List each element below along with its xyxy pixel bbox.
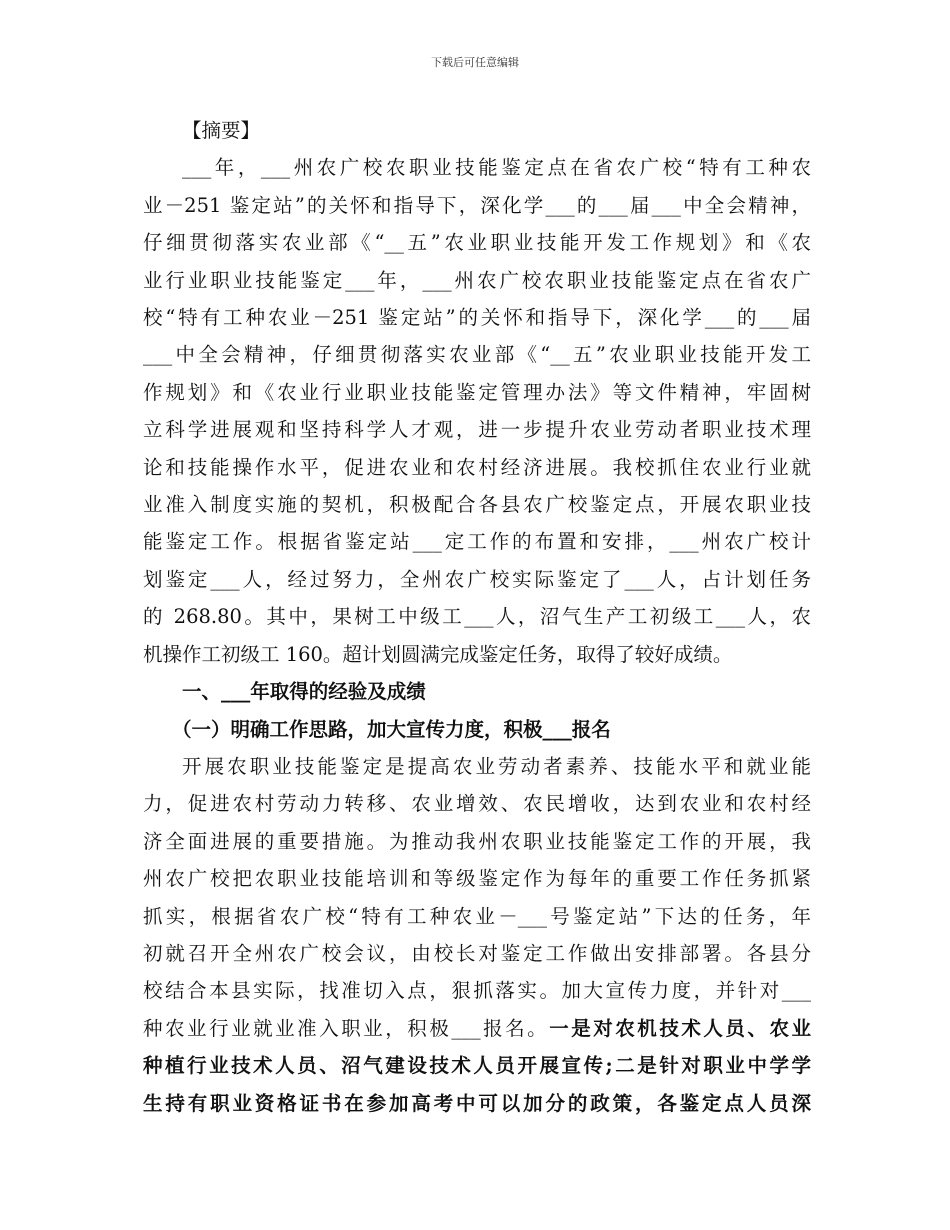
abstract-line: 业－251 鉴定站”的关怀和指导下，深化学___的___届___中全会精神， (143, 193, 811, 217)
body-line: 力，促进农村劳动力转移、农业增效、农民增收，达到农业和农村经 (143, 792, 811, 816)
page-header: 下载后可任意编辑 (431, 56, 519, 69)
abstract-line: ___中全会精神，仔细贯彻落实农业部《“__五”农业职业技能开发工 (143, 343, 811, 367)
abstract-line: ___年，___州农广校农职业技能鉴定点在省农广校“特有工种农 (182, 156, 811, 180)
body-line: 初就召开全州农广校会议，由校长对鉴定工作做出安排部署。各县分 (143, 941, 811, 965)
abstract-title: 【摘要】 (182, 119, 261, 142)
abstract-paragraph (143, 149, 811, 673)
document-body (143, 112, 811, 1122)
abstract-line: 能鉴定工作。根据省鉴定站___定工作的布置和安排，___州农广校计 (143, 530, 811, 554)
abstract-line: 业行业职业技能鉴定___年，___州农广校农职业技能鉴定点在省农广 (143, 268, 811, 292)
body-line: 校结合本县实际，找准切入点，狠抓落实。加大宣传力度，并针对___ (143, 979, 811, 1003)
body-line: 州农广校把农职业技能培训和等级鉴定作为每年的重要工作任务抓紧 (143, 867, 811, 891)
subsection-heading: （一）明确工作思路，加大宣传力度，积极___报名 (172, 717, 611, 741)
abstract-line: 划鉴定___人，经过努力，全州农广校实际鉴定了___人，占计划任务 (143, 567, 811, 591)
body-line: 开展农职业技能鉴定是提高农业劳动者素养、技能水平和就业能 (182, 754, 811, 778)
abstract-line: 的 268.80。其中，果树工中级工___人，沼气生产工初级工___人，农 (143, 605, 811, 629)
body-line: 济全面进展的重要措施。为推动我州农职业技能鉴定工作的开展，我 (143, 829, 811, 853)
abstract-line: 立科学进展观和坚持科学人才观，进一步提升农业劳动者职业技术理 (143, 418, 811, 442)
body-line-bold-part: 一是对农机技术人员、农业 (549, 1016, 811, 1040)
body-bold-line: 生持有职业资格证书在参加高考中可以加分的政策，各鉴定点人员深 (143, 1091, 811, 1115)
abstract-line: 校“特有工种农业－251 鉴定站”的关怀和指导下，深化学___的___届 (143, 306, 811, 330)
body-line-normal-part: 种农业行业就业准入职业，积极___报名。 (143, 1016, 550, 1040)
body-line: 抓实，根据省农广校“特有工种农业－___号鉴定站”下达的任务，年 (143, 904, 811, 928)
abstract-line: 机操作工初级工 160。超计划圆满完成鉴定任务，取得了较好成绩。 (143, 642, 733, 666)
abstract-line: 仔细贯彻落实农业部《“__五”农业职业技能开发工作规划》和《农 (143, 231, 811, 255)
section-heading: 一、___年取得的经验及成绩 (182, 680, 426, 704)
abstract-line: 论和技能操作水平，促进农业和农村经济进展。我校抓住农业行业就 (143, 455, 811, 479)
body-paragraph (143, 748, 811, 1122)
body-bold-line: 种植行业技术人员、沼气建设技术人员开展宣传;二是针对职业中学学 (143, 1054, 811, 1078)
abstract-line: 业准入制度实施的契机，积极配合各县农广校鉴定点，开展农职业技 (143, 493, 811, 517)
abstract-line: 作规划》和《农业行业职业技能鉴定管理办法》等文件精神，牢固树 (143, 380, 811, 404)
body-line-mixed (143, 1010, 811, 1047)
